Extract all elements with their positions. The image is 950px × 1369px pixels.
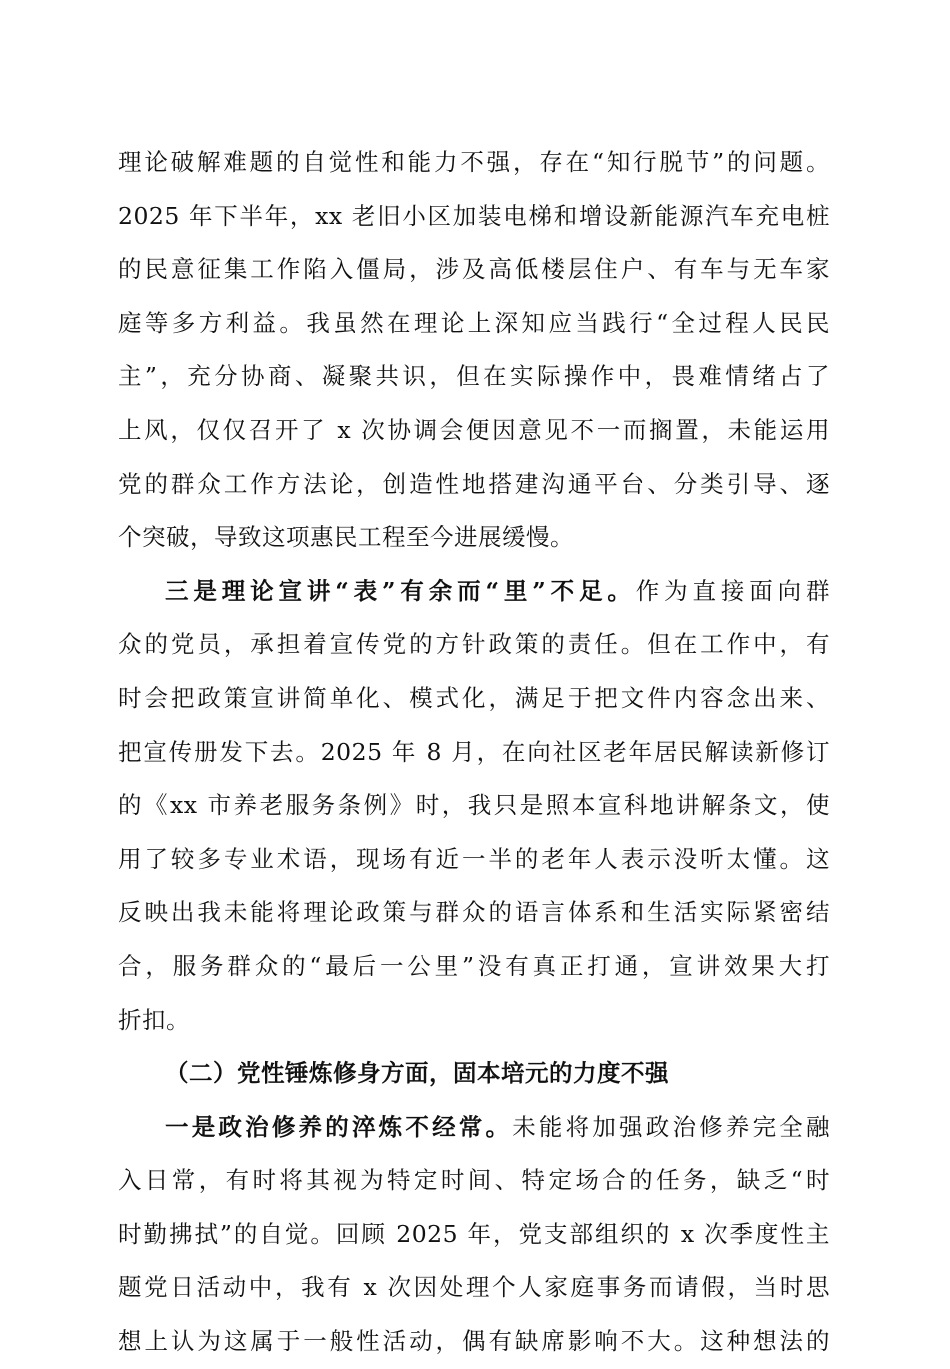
text-line: 上风，仅仅召开了 x 次协调会便因意见不一而搁置，未能运用 [118,415,830,444]
text-line: 党的群众工作方法论，创造性地搭建沟通平台、分类引导、逐 [118,469,830,498]
document-body [118,136,830,1369]
text-line: 题党日活动中，我有 x 次因处理个人家庭事务而请假，当时思 [118,1273,830,1302]
text-line: 个突破，导致这项惠民工程至今进展缓慢。 [118,523,574,552]
paragraph-first-line-rest: 作为直接面向群 [635,576,830,605]
paragraph-2 [118,565,830,1047]
text-line: 2025 年下半年，xx 老旧小区加装电梯和增设新能源汽车充电桩 [118,201,830,230]
text-line: 想上认为这属于一般性活动，偶有缺席影响不大。这种想法的 [118,1327,830,1356]
paragraph-first-line [118,565,830,619]
paragraph-lead: 一是政治修养的淬炼不经常。 [165,1112,513,1141]
text-line: 主”，充分协商、凝聚共识，但在实际操作中，畏难情绪占了 [118,362,830,391]
text-line: 反映出我未能将理论政策与群众的语言体系和生活实际紧密结 [118,898,830,927]
text-line: 理论破解难题的自觉性和能力不强，存在“知行脱节”的问题。 [118,148,830,176]
text-line: 入日常，有时将其视为特定时间、特定场合的任务，缺乏“时 [118,1166,830,1195]
section-heading [118,1047,830,1101]
text-line: 时勤拂拭”的自觉。回顾 2025 年，党支部组织的 x 次季度性主 [118,1219,830,1248]
paragraph-first-line-rest: 未能将加强政治修养完全融 [512,1112,831,1141]
text-line: 把宣传册发下去。2025 年 8 月，在向社区老年居民解读新修订 [118,737,830,766]
text-line: 合，服务群众的“最后一公里”没有真正打通，宣讲效果大打 [118,951,830,980]
paragraph-1 [118,136,830,565]
text-line: 的《xx 市养老服务条例》时，我只是照本宣科地讲解条文，使 [118,791,830,820]
paragraph-3 [118,1101,830,1369]
text-line: 用了较多专业术语，现场有近一半的老年人表示没听太懂。这 [118,844,830,873]
text-line: 众的党员，承担着宣传党的方针政策的责任。但在工作中，有 [118,630,830,659]
text-line: 的民意征集工作陷入僵局，涉及高低楼层住户、有车与无车家 [118,255,830,284]
paragraph-lead: 三是理论宣讲“表”有余而“里”不足。 [165,576,636,605]
text-line: 折扣。 [118,1005,190,1034]
text-line: 庭等多方利益。我虽然在理论上深知应当践行“全过程人民民 [118,308,830,337]
paragraph-first-line [118,1101,830,1155]
text-line: 时会把政策宣讲简单化、模式化，满足于把文件内容念出来、 [118,683,830,712]
section-heading-text: （二）党性锤炼修身方面，固本培元的力度不强 [165,1059,669,1088]
